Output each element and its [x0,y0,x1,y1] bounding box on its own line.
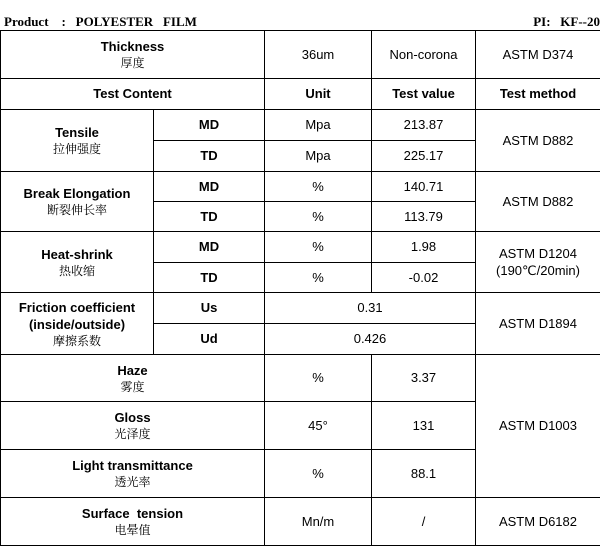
thickness-label: Thickness [100,39,165,54]
tensile-method: ASTM D882 [476,110,600,172]
heat-label-cell [1,232,154,293]
haze-label-zh: 雾度 [120,379,145,394]
break-td-value: 113.79 [372,202,476,232]
heat-method-cell [476,232,600,293]
surface-tension-label: Surface tension [81,506,184,521]
gloss-label: Gloss [114,410,151,425]
friction-ud-value: 0.426 [265,324,476,355]
heat-md-value: 1.98 [372,232,476,263]
break-md-label: MD [154,172,265,202]
transmittance-label: Light transmittance [72,458,193,473]
haze-label: Haze [117,362,148,378]
break-md-row [1,172,600,202]
heat-md-label: MD [154,232,265,263]
heat-method-line2: (190℃/20min) [496,263,580,278]
pi-code: PI: KF--20 [533,14,600,29]
break-md-value: 140.71 [372,172,476,202]
thickness-label-cell [1,31,265,79]
transmittance-value: 88.1 [372,450,476,498]
break-td-unit: % [265,202,372,232]
break-md-unit: % [265,172,372,202]
friction-label-line1: Friction coefficient [18,299,136,315]
friction-us-label: Us [154,293,265,324]
tensile-label: Tensile [55,125,99,140]
tensile-md-row [1,110,600,141]
friction-method: ASTM D1894 [476,293,600,355]
surface-tension-value: / [372,498,476,546]
break-label-zh: 断裂伸长率 [46,203,107,217]
haze-row [1,355,600,402]
surface-tension-label-cell [1,498,265,546]
column-header-row [1,79,600,110]
product-label: Product [4,14,49,29]
product-value: POLYESTER FILM [75,14,197,29]
thickness-treatment: Non-corona [372,31,476,79]
tensile-md-label: MD [154,110,265,141]
thickness-label-zh: 厚度 [120,56,145,70]
gloss-label-zh: 光泽度 [114,427,151,441]
tensile-td-label: TD [154,141,265,172]
heat-method-line1: ASTM D1204 [498,246,578,261]
document-header [0,0,600,30]
transmittance-label-cell [1,450,265,498]
surface-tension-row [1,498,600,546]
haze-unit: % [265,355,372,402]
tensile-label-cell [1,110,154,172]
col-unit: Unit [265,79,372,110]
haze-label-cell [1,355,265,402]
break-label: Break Elongation [23,186,131,201]
gloss-unit: 45° [265,402,372,450]
heat-td-label: TD [154,263,265,293]
gloss-value: 131 [372,402,476,450]
tensile-md-value: 213.87 [372,110,476,141]
tensile-td-unit: Mpa [265,141,372,172]
friction-label-cell [1,293,154,355]
transmittance-label-zh: 透光率 [114,475,151,489]
product-line [4,14,197,30]
tensile-td-value: 225.17 [372,141,476,172]
col-test-content: Test Content [1,79,265,110]
surface-tension-unit: Mn/m [265,498,372,546]
break-method: ASTM D882 [476,172,600,232]
friction-us-row [1,293,600,324]
friction-label-line2: (inside/outside) [28,316,126,332]
spec-table [0,30,600,546]
gloss-label-cell [1,402,265,450]
thickness-value: 36um [265,31,372,79]
friction-ud-label: Ud [154,324,265,355]
heat-td-unit: % [265,263,372,293]
haze-value: 3.37 [372,355,476,402]
transmittance-unit: % [265,450,372,498]
break-td-label: TD [154,202,265,232]
heat-md-row [1,232,600,263]
thickness-row [1,31,600,79]
heat-label-zh: 热收缩 [58,263,95,278]
thickness-method: ASTM D374 [476,31,600,79]
surface-tension-method: ASTM D6182 [476,498,600,546]
optical-method: ASTM D1003 [476,355,600,498]
heat-md-unit: % [265,232,372,263]
friction-label-zh: 摩擦系数 [52,333,101,348]
heat-td-value: -0.02 [372,263,476,293]
product-separator: : [61,14,66,29]
tensile-md-unit: Mpa [265,110,372,141]
break-label-cell [1,172,154,232]
friction-us-value: 0.31 [265,293,476,324]
col-test-method: Test method [476,79,600,110]
tensile-label-zh: 拉伸强度 [52,142,101,156]
col-test-value: Test value [372,79,476,110]
surface-tension-label-zh: 电晕值 [114,523,151,537]
heat-label: Heat-shrink [41,246,113,262]
